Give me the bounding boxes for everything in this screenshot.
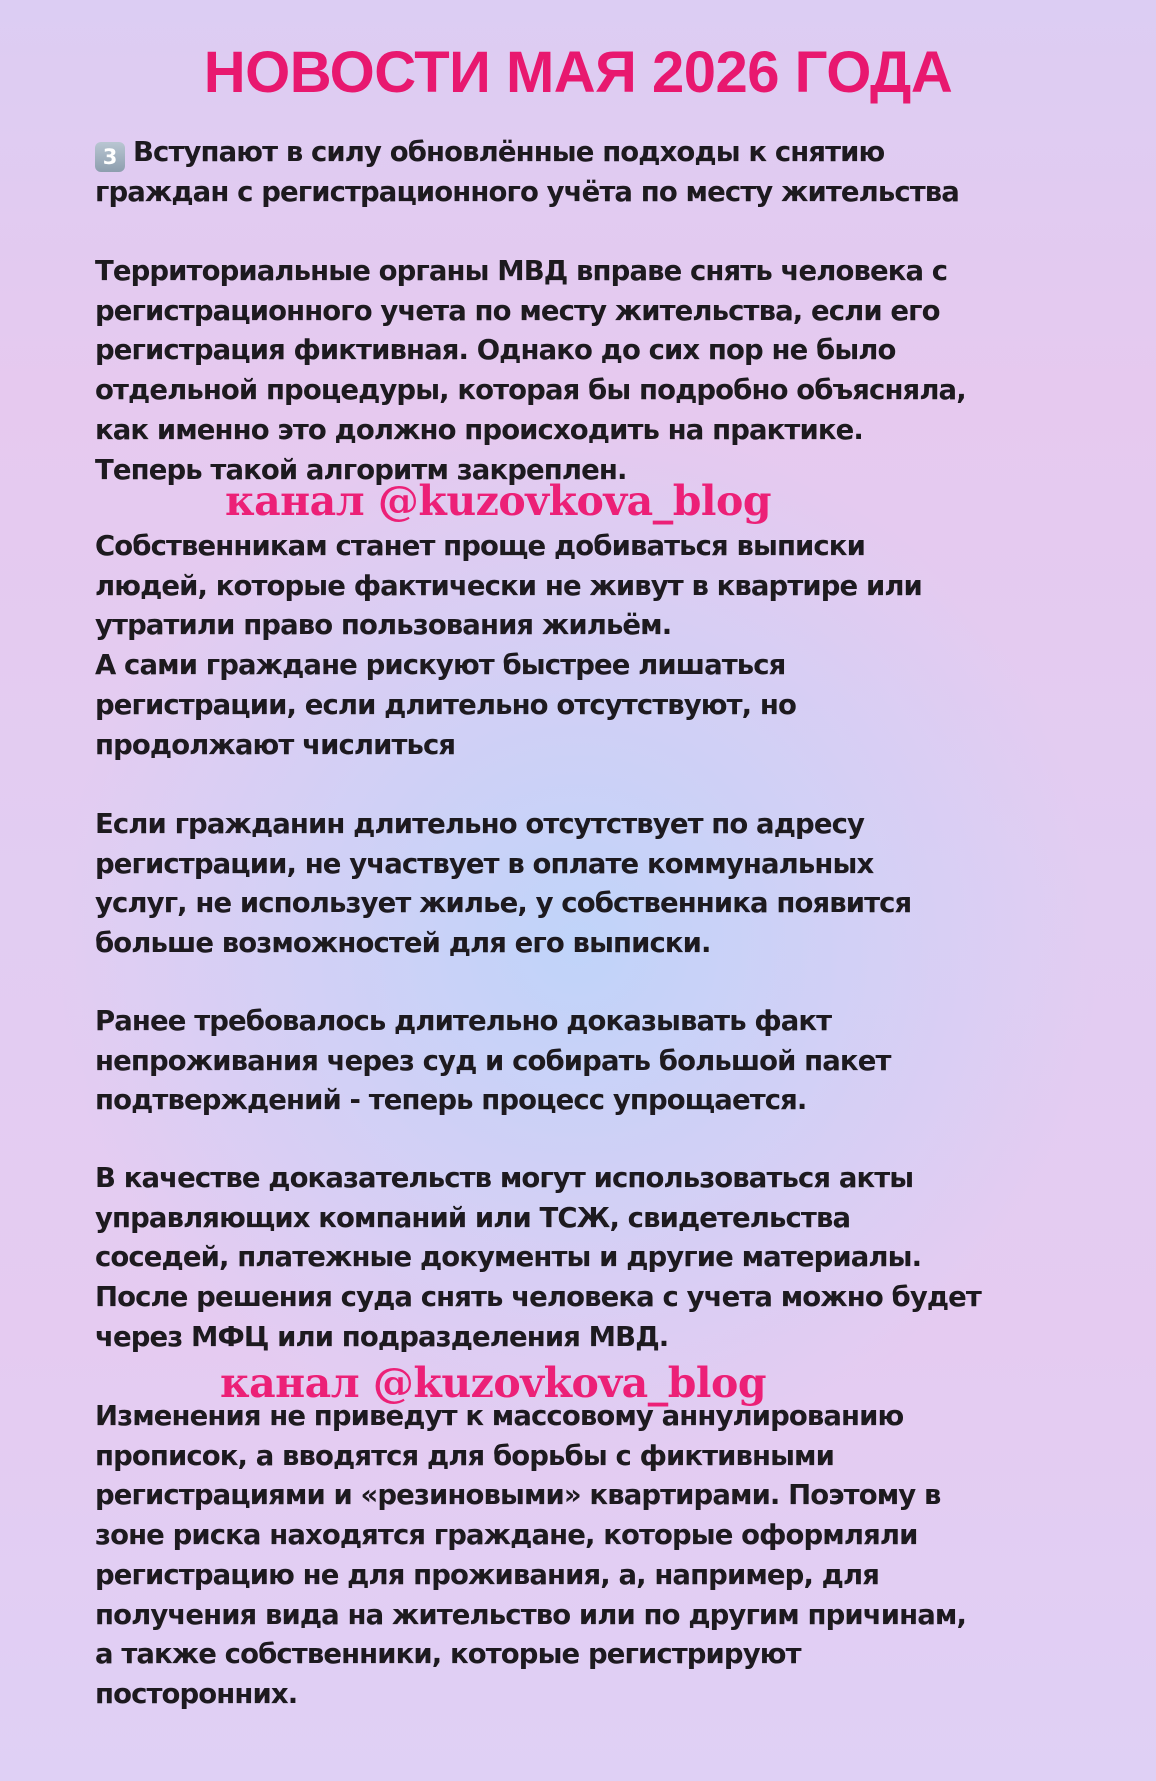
paragraph-line: прописок, а вводятся для борьбы с фиктивными (95, 1439, 835, 1472)
paragraph-owners (95, 527, 1105, 765)
paragraph-line: регистрацию не для проживания, а, например, для (95, 1558, 879, 1591)
heading-line: 3 Вступают в силу обновлённые подходы к снятию (95, 133, 1105, 173)
paragraph-line: подтверждений - теперь процесс упрощается. (95, 1084, 807, 1117)
paragraph-line: Теперь такой алгоритм закреплен. (95, 453, 627, 486)
paragraph-line: Территориальные органы МВД вправе снять человека с (95, 255, 948, 287)
paragraph-risk-zone (95, 1397, 1105, 1715)
paragraph-fictitious-registration (95, 252, 1105, 490)
paragraph-court (95, 1002, 1105, 1121)
paragraph-line: управляющих компаний или ТСЖ, свидетельства (95, 1201, 851, 1234)
paragraph-line: Изменения не приведут к массовому аннулированию (95, 1400, 904, 1432)
paragraph-line: В качестве доказательств могут использоваться акты (95, 1162, 914, 1194)
paragraph-line: регистрациями и «резиновыми» квартирами. Поэтому в (95, 1479, 941, 1512)
paragraph-line: утратили право пользования жильём. (95, 609, 672, 642)
paragraph-absence (95, 805, 1105, 964)
paragraph-line: регистрация фиктивная. Однако до сих пор не было (95, 334, 896, 367)
news-heading (95, 133, 1105, 212)
paragraph-line: посторонних. (95, 1677, 298, 1710)
paragraph-line: регистрации, не участвует в оплате коммунальных (95, 847, 874, 880)
paragraph-line: зоне риска находятся граждане, которые оформляли (95, 1519, 918, 1552)
paragraph-line: непроживания через суд и собирать большой пакет (95, 1044, 891, 1077)
paragraph-line: отдельной процедуры, которая бы подробно объясняла, (95, 374, 966, 407)
paragraph-line: регистрации, если длительно отсутствуют, но (95, 688, 796, 721)
paragraph-line: получения вида на жительство или по другим причинам, (95, 1598, 967, 1631)
paragraph-line: больше возможностей для его выписки. (95, 927, 711, 960)
paragraph-line: Ранее требовалось длительно доказывать факт (95, 1005, 832, 1037)
paragraph-line: как именно это должно происходить на практике. (95, 413, 863, 446)
paragraph-line: Собственникам станет проще добиваться выписки (95, 530, 865, 562)
heading-line: граждан с регистрационного учёта по месту жительства (95, 175, 959, 208)
paragraph-line: через МФЦ или подразделения МВД. (95, 1320, 669, 1353)
paragraph-evidence (95, 1159, 1105, 1358)
paragraph-line: соседей, платежные документы и другие материалы. (95, 1241, 922, 1274)
channel-watermark: канал @kuzovkova_blog (220, 1359, 767, 1407)
paragraph-line: А сами граждане рискуют быстрее лишаться (95, 649, 786, 682)
keycap-3-icon: 3 (95, 142, 125, 172)
paragraph-line: регистрационного учета по месту жительства, если его (95, 294, 940, 327)
paragraph-line: После решения суда снять человека с учета можно будет (95, 1281, 981, 1314)
paragraph-line: а также собственники, которые регистрируют (95, 1638, 801, 1671)
paragraph-line: продолжают числиться (95, 728, 456, 761)
page-title: НОВОСТИ МАЯ 2026 ГОДА (203, 40, 953, 105)
channel-watermark: канал @kuzovkova_blog (225, 477, 772, 525)
paragraph-line: Если гражданин длительно отсутствует по адресу (95, 808, 864, 840)
paragraph-line: людей, которые фактически не живут в квартире или (95, 569, 922, 602)
paragraph-line: услуг, не использует жилье, у собственника появится (95, 887, 912, 920)
